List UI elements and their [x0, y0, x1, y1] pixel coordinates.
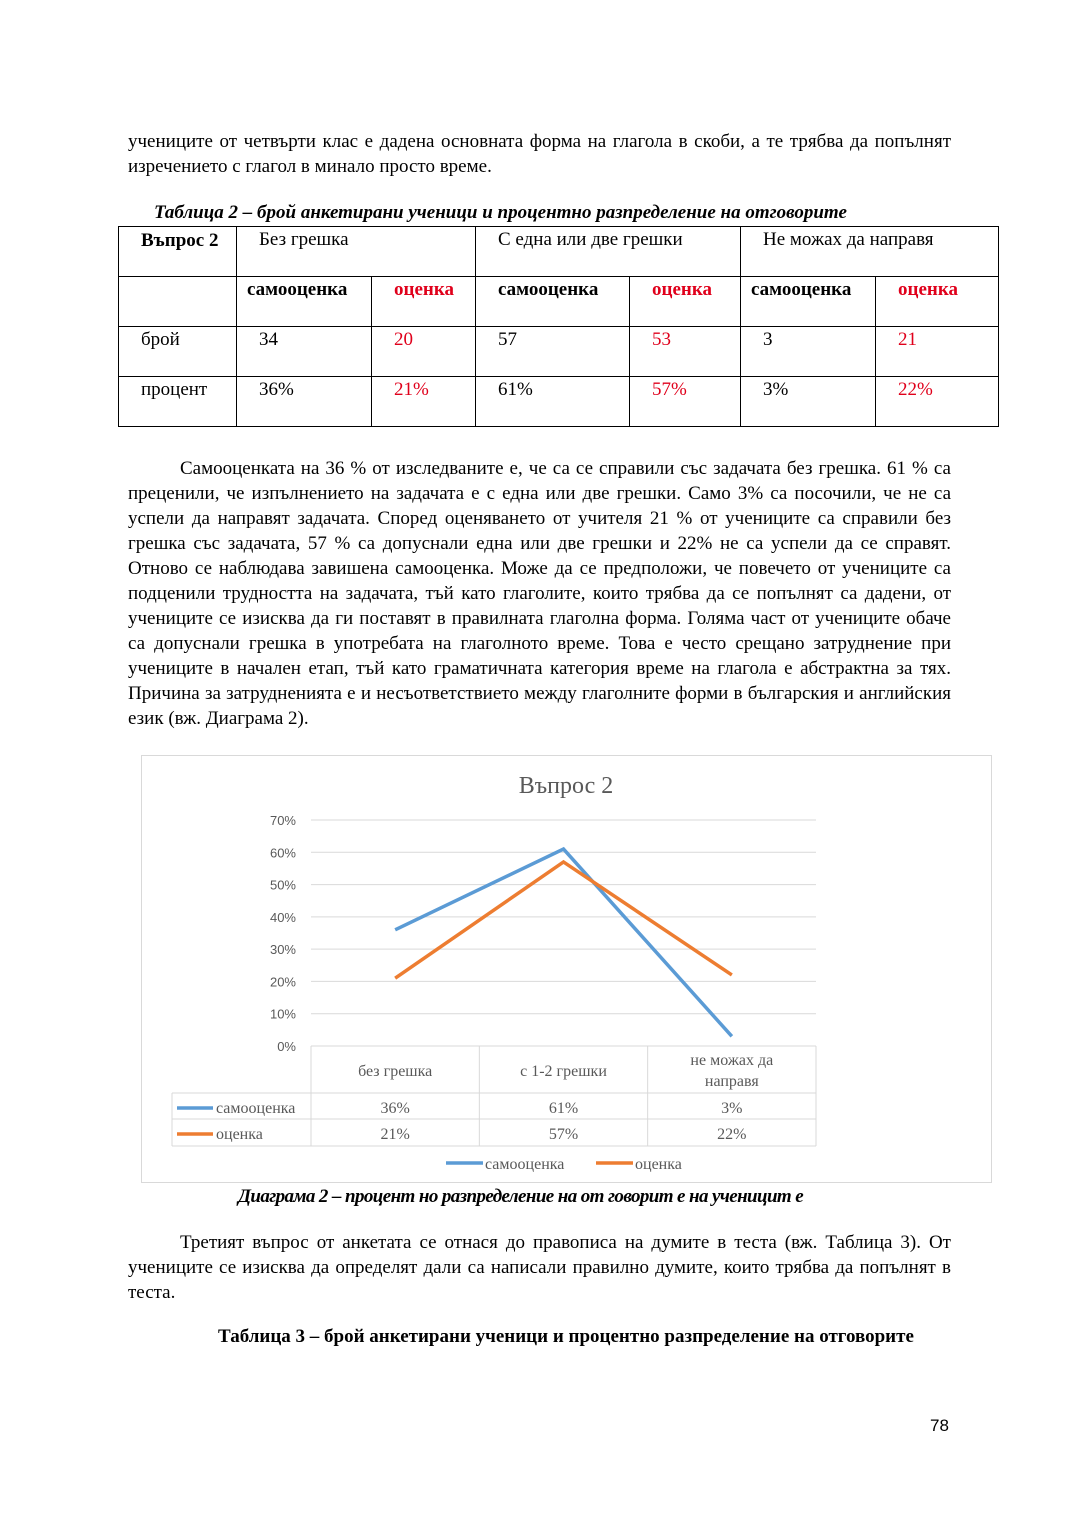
x-category-label: без грешка: [358, 1063, 433, 1080]
table2-caption: Таблица 2 – брой анкетирани ученици и процентно разпределение на отговорите: [154, 202, 847, 223]
y-tick-label: 70%: [269, 813, 296, 828]
page-number: 78: [930, 1416, 949, 1435]
sub-header: оценка: [372, 277, 476, 327]
y-tick-label: 40%: [269, 909, 296, 925]
cell: 34: [237, 327, 372, 377]
legend-label: оценка: [216, 1126, 263, 1143]
group-header: Без грешка: [237, 227, 476, 277]
chart-caption: Диаграма 2 – процент но разпределение на от говорит е на ученицит е: [238, 1186, 804, 1207]
row-label: брой: [119, 327, 237, 377]
cell: 36%: [237, 377, 372, 427]
table-row: [119, 327, 999, 377]
data-table-value: 22%: [717, 1126, 747, 1143]
cell: 3: [741, 327, 876, 377]
cell: 21: [876, 327, 999, 377]
cell: 3%: [741, 377, 876, 427]
sub-header: оценка: [630, 277, 741, 327]
y-tick-label: 60%: [269, 845, 296, 861]
cell: 21%: [372, 377, 476, 427]
table-corner: Въпрос 2: [119, 227, 237, 277]
chart-title: Въпрос 2: [518, 773, 614, 799]
x-category-label: не можах да: [690, 1052, 774, 1069]
data-table-value: 21%: [380, 1126, 410, 1143]
group-header: С една или две грешки: [476, 227, 741, 277]
y-tick-label: 0%: [277, 1039, 296, 1054]
empty-cell: [119, 277, 237, 327]
cell: 22%: [876, 377, 999, 427]
x-category-label: с 1-2 грешки: [520, 1063, 607, 1080]
y-tick-label: 50%: [269, 877, 296, 893]
legend-label: оценка: [635, 1156, 682, 1173]
line-chart: [141, 755, 992, 1183]
x-category-label: направя: [704, 1073, 759, 1090]
table3-caption: Таблица 3 – брой анкетирани ученици и процентно разпределение на отговорите: [218, 1326, 914, 1347]
cell: 53: [630, 327, 741, 377]
data-table-value: 61%: [548, 1100, 579, 1117]
y-tick-label: 10%: [269, 1006, 296, 1022]
legend-label: самооценка: [485, 1156, 565, 1173]
cell: 20: [372, 327, 476, 377]
intro-paragraph: учениците от четвърти клас е дадена основната форма на глагола в скоби, а те трябва да попълнят изречението с глагол в минало просто време.: [128, 131, 951, 177]
row-label: процент: [119, 377, 237, 427]
body-paragraph-2: Третият въпрос от анкетата се отнася до правописа на думите в теста (вж. Таблица 3). От учениците се изисква да определят дали са написали правилно думите, които трябва да попълнят в теста.: [128, 1232, 951, 1303]
group-header: Не можах да направя: [741, 227, 999, 277]
y-tick-label: 20%: [269, 974, 296, 990]
sub-header: оценка: [876, 277, 999, 327]
legend-label: самооценка: [216, 1100, 296, 1117]
y-tick-label: 30%: [269, 942, 296, 958]
table2: [118, 226, 999, 427]
data-table-value: 57%: [548, 1126, 579, 1143]
sub-header: самооценка: [237, 277, 372, 327]
sub-header: самооценка: [741, 277, 876, 327]
table-row: [119, 377, 999, 427]
cell: 57%: [630, 377, 741, 427]
cell: 61%: [476, 377, 630, 427]
data-table-value: 36%: [380, 1100, 410, 1117]
data-table-value: 3%: [721, 1100, 743, 1117]
cell: 57: [476, 327, 630, 377]
body-paragraph: Самооценката на 36 % от изследваните е, че са се справили със задачата без грешка. 61 % са преценили, че изпълнението на задачата е с една или две грешки. Само 3% са посочили, че не са успели да направят задачата. Според оценяването от учителя 21 % от учениците са справили без грешка със задачата, 57 % са допуснали една или две грешки и 22% не са успели да се справят. Отново се наблюдава завишена самооценка. Може да се предположи, че повечето от учениците са подценили трудността на задачата, тъй като глаголите, които трябва да се попълнят са дадени, от учениците се изисква да ги поставят в правилната глаголна форма. Голяма част от учениците обаче са допуснали грешка в употребата на глаголното време. Това е често срещано затруднение при учениците в начален етап, тъй като граматичната категория време на глагола е абстрактна за тях. Причина за затрудненията е и несъответствието между глаголните форми в българския и английския език (вж. Диаграма 2).: [128, 458, 951, 729]
sub-header: самооценка: [476, 277, 630, 327]
